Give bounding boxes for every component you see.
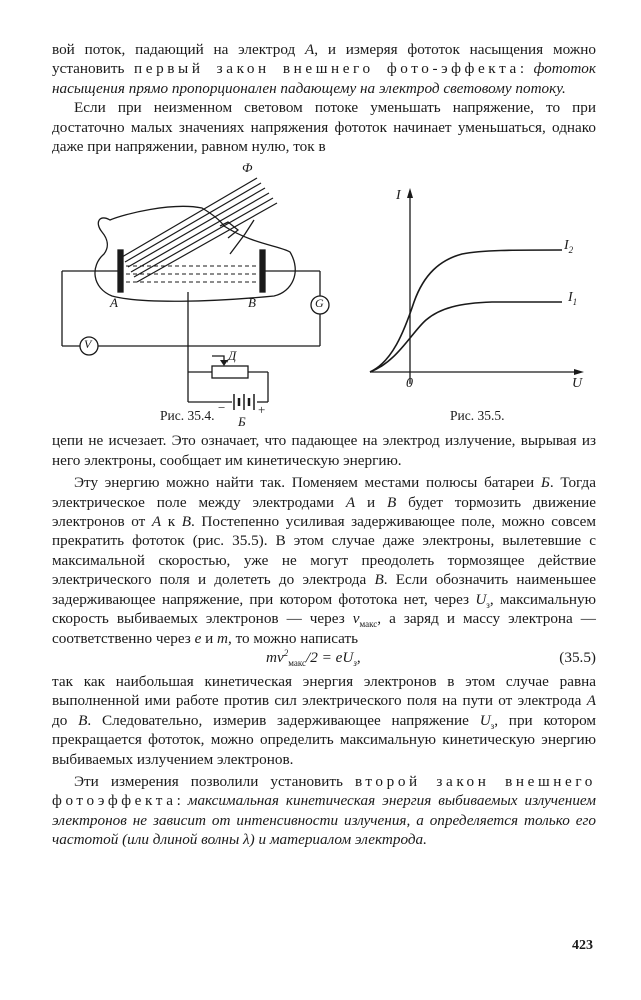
electron-paths bbox=[126, 266, 257, 282]
electrode-b bbox=[260, 250, 265, 292]
text: макс bbox=[359, 619, 378, 630]
text: m bbox=[217, 629, 229, 647]
label-battery: Б bbox=[238, 414, 246, 430]
text: . Следовательно, измерив задерживающее напряжение bbox=[87, 711, 480, 729]
text: . Тогда электрическое поле между электродами bbox=[52, 474, 597, 511]
label-phi: Ф bbox=[242, 160, 253, 176]
label-i1-main: I bbox=[568, 290, 573, 306]
page-body bbox=[52, 40, 596, 850]
text: и bbox=[355, 493, 387, 511]
text: з bbox=[486, 599, 490, 610]
text: вой поток, падающий на электрод bbox=[52, 41, 306, 58]
equation-35-5 bbox=[52, 648, 596, 672]
label-i1-sub: 1 bbox=[572, 297, 578, 308]
paragraph-4 bbox=[52, 473, 596, 648]
text: Б bbox=[540, 474, 550, 492]
label-minus: − bbox=[218, 400, 226, 416]
paragraph-1 bbox=[52, 40, 596, 98]
figures-svg bbox=[52, 162, 596, 427]
law-statement: фототок насыщения прямо пропорционален падающему на электрод световому потоку. bbox=[52, 60, 596, 97]
caption-35-5: Рис. 35.5. bbox=[450, 408, 505, 424]
text: B bbox=[78, 711, 88, 729]
eq-sub2: з bbox=[353, 657, 357, 668]
text: , максимальную скорость выбиваемых электронов — через bbox=[52, 590, 596, 628]
figure-35-5 bbox=[370, 188, 584, 384]
text: з bbox=[490, 720, 495, 731]
text: , а заряд и массу электрона — соответственно через bbox=[52, 610, 596, 647]
equation-number: (35.5) bbox=[559, 648, 596, 666]
text: и bbox=[201, 629, 218, 647]
text: U bbox=[475, 590, 487, 608]
text: e bbox=[194, 629, 202, 647]
text: Эти измерения позволили установить bbox=[74, 772, 355, 790]
paragraph-3: цепи не исчезает. Это означает, что падающее на электрод излучение, вырывая из него электроны, сообщает им кинетическую энергию. bbox=[52, 432, 596, 469]
label-galvanometer: G bbox=[315, 296, 324, 311]
equation bbox=[266, 649, 361, 667]
text: будет тормозить движение электронов от bbox=[52, 493, 596, 531]
text: B bbox=[181, 513, 191, 531]
label-curve-i2 bbox=[564, 238, 573, 254]
text: : bbox=[176, 792, 188, 810]
text: Эту энергию можно найти так. Поменяем местами полюсы батареи bbox=[74, 474, 541, 492]
eq-comma: , bbox=[356, 648, 361, 666]
label-plus: + bbox=[258, 402, 266, 418]
paragraph-6 bbox=[52, 772, 596, 850]
figures-row bbox=[52, 160, 596, 430]
label-curve-i1 bbox=[568, 290, 577, 306]
text: . Если обозначить наименьшее задерживающее напряжение, при котором фототока нет, через bbox=[52, 571, 596, 608]
paragraph-2: Если при неизменном световом потоке уменьшать напряжение, то при достаточно малых значениях напряжения фототок начинает уменьшаться, однако даже при напряжении, равном нулю, ток в bbox=[52, 99, 596, 156]
label-voltmeter: V bbox=[84, 337, 92, 352]
text: : bbox=[519, 60, 534, 78]
text: , и измеряя фототок насыщения можно установить bbox=[52, 41, 596, 78]
text: B bbox=[374, 571, 384, 589]
text: B bbox=[386, 493, 397, 511]
text: , то можно написать bbox=[228, 629, 359, 647]
spaced-term: первый закон внешнего фото-эффекта bbox=[134, 60, 520, 78]
rheostat bbox=[212, 366, 248, 378]
text: A bbox=[305, 41, 315, 58]
battery bbox=[234, 394, 254, 410]
text: к bbox=[161, 513, 182, 531]
label-rheostat: Д bbox=[228, 348, 237, 364]
label-origin: 0 bbox=[406, 376, 413, 392]
text: v bbox=[352, 610, 360, 628]
text: A bbox=[151, 513, 162, 531]
text: до bbox=[52, 711, 79, 729]
text: U bbox=[479, 711, 491, 729]
curve-i1 bbox=[370, 302, 562, 372]
curve-i2 bbox=[370, 250, 562, 372]
label-electrode-a: A bbox=[110, 295, 118, 311]
label-electrode-b: B bbox=[248, 295, 256, 311]
law-statement: максимальная кинетическая энергия выбиваемых излучением электронов не зависит от интенсивности излучения, а определяется только его частотой (или длиной волны λ) и материалом электрода. bbox=[52, 792, 596, 849]
eq-mv: mv bbox=[266, 648, 284, 666]
label-i2-main: I bbox=[564, 238, 569, 254]
eq-sup: 2 bbox=[283, 647, 289, 658]
text: , при котором прекращается фототок, можно определить максимальную кинетическую энергию выбиваемых излучением электронов. bbox=[52, 711, 596, 768]
label-axis-u: U bbox=[572, 376, 583, 392]
text: . Постепенно усиливая задерживающее поле, можно совсем прекратить фототок (рис. 35.5). В этом случае даже электроны, вылетевшие с максимальной скоростью, уже не могут преодолеть тормозящее действие электрического поля и долететь до электрода bbox=[52, 513, 596, 589]
text: A bbox=[345, 493, 356, 511]
text: так как наибольшая кинетическая энергия электронов в этом случае равна выполненной ими работе против сил электрического поля на пути от электрода bbox=[52, 672, 596, 710]
paragraph-5 bbox=[52, 672, 596, 769]
page-number: 423 bbox=[572, 938, 593, 953]
label-i2-sub: 2 bbox=[568, 245, 574, 256]
eq-sub: макс bbox=[288, 657, 306, 668]
electrode-a bbox=[118, 250, 123, 292]
spaced-term: второй закон внешнего фотоэффекта bbox=[52, 772, 596, 810]
eq-rest: /2 = eU bbox=[306, 648, 354, 666]
text: A bbox=[586, 692, 596, 710]
figure-35-4 bbox=[62, 178, 329, 410]
circuit-wires bbox=[62, 271, 320, 402]
caption-35-4: Рис. 35.4. bbox=[160, 408, 215, 424]
label-axis-i: I bbox=[396, 188, 401, 204]
